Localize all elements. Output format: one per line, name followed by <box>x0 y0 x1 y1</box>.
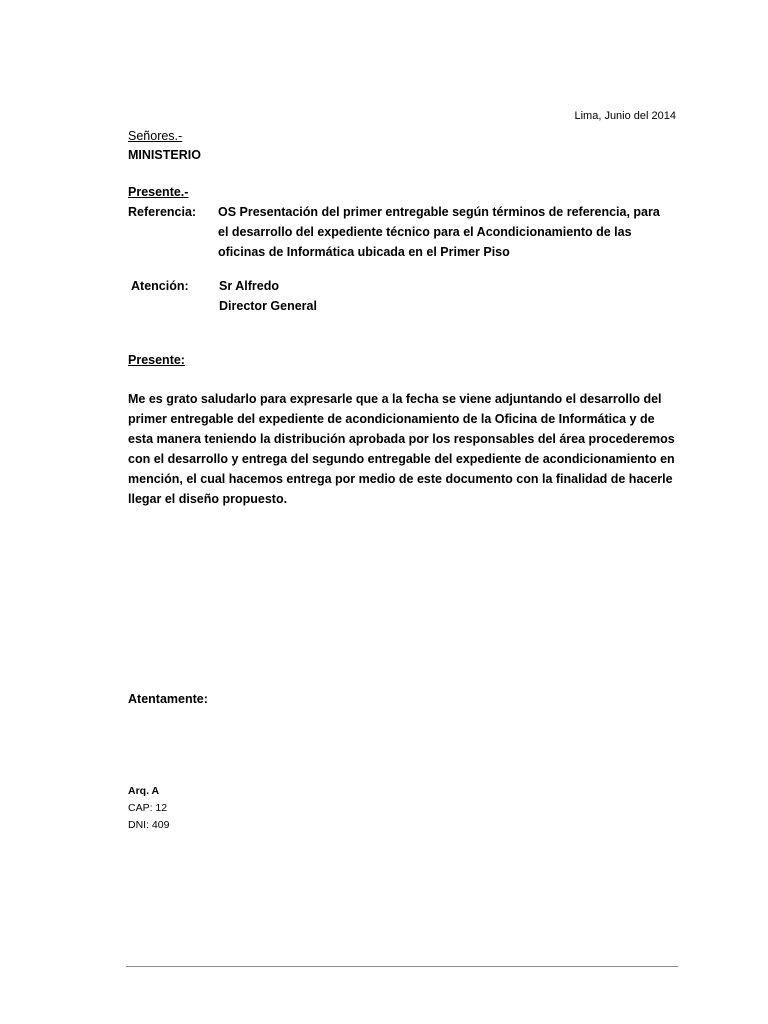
body-line: esta manera teniendo la distribución aprobada por los responsables del área procederemos <box>128 432 675 446</box>
attention-label: Atención: <box>131 279 189 293</box>
signature-name: Arq. A <box>128 785 160 797</box>
signature-dni: DNI: 409 <box>128 819 170 831</box>
salutation: Presente: <box>128 353 185 367</box>
body-line: con el desarrollo y entrega del segundo entregable del expediente de acondicionamiento en <box>128 452 675 466</box>
letter-date: Lima, Junio del 2014 <box>574 110 676 122</box>
closing: Atentamente: <box>128 692 208 706</box>
footer-divider <box>126 966 678 967</box>
body-line: Me es grato saludarlo para expresarle que a la fecha se viene adjuntando el desarrollo del <box>128 392 662 406</box>
reference-line: OS Presentación del primer entregable según términos de referencia, para <box>218 205 660 219</box>
body-line: mención, el cual hacemos entrega por medio de este documento con la finalidad de hacerle <box>128 472 673 486</box>
attention-name: Sr Alfredo <box>219 279 279 293</box>
recipient-organization: MINISTERIO <box>128 148 201 162</box>
body-line: llegar el diseño propuesto. <box>128 492 288 506</box>
reference-line: oficinas de Informática ubicada en el Primer Piso <box>218 245 510 259</box>
reference-text <box>218 202 674 262</box>
presente-header: Presente.- <box>128 185 189 199</box>
recipient-greeting: Señores.- <box>128 129 183 143</box>
attention-title: Director General <box>219 299 317 313</box>
reference-label: Referencia: <box>128 205 197 219</box>
body-line: primer entregable del expediente de acondicionamiento de la Oficina de Informática y de <box>128 412 655 426</box>
letter-body <box>128 389 675 509</box>
signature-cap: CAP: 12 <box>128 802 168 814</box>
reference-line: el desarrollo del expediente técnico para el Acondicionamiento de las <box>218 225 632 239</box>
